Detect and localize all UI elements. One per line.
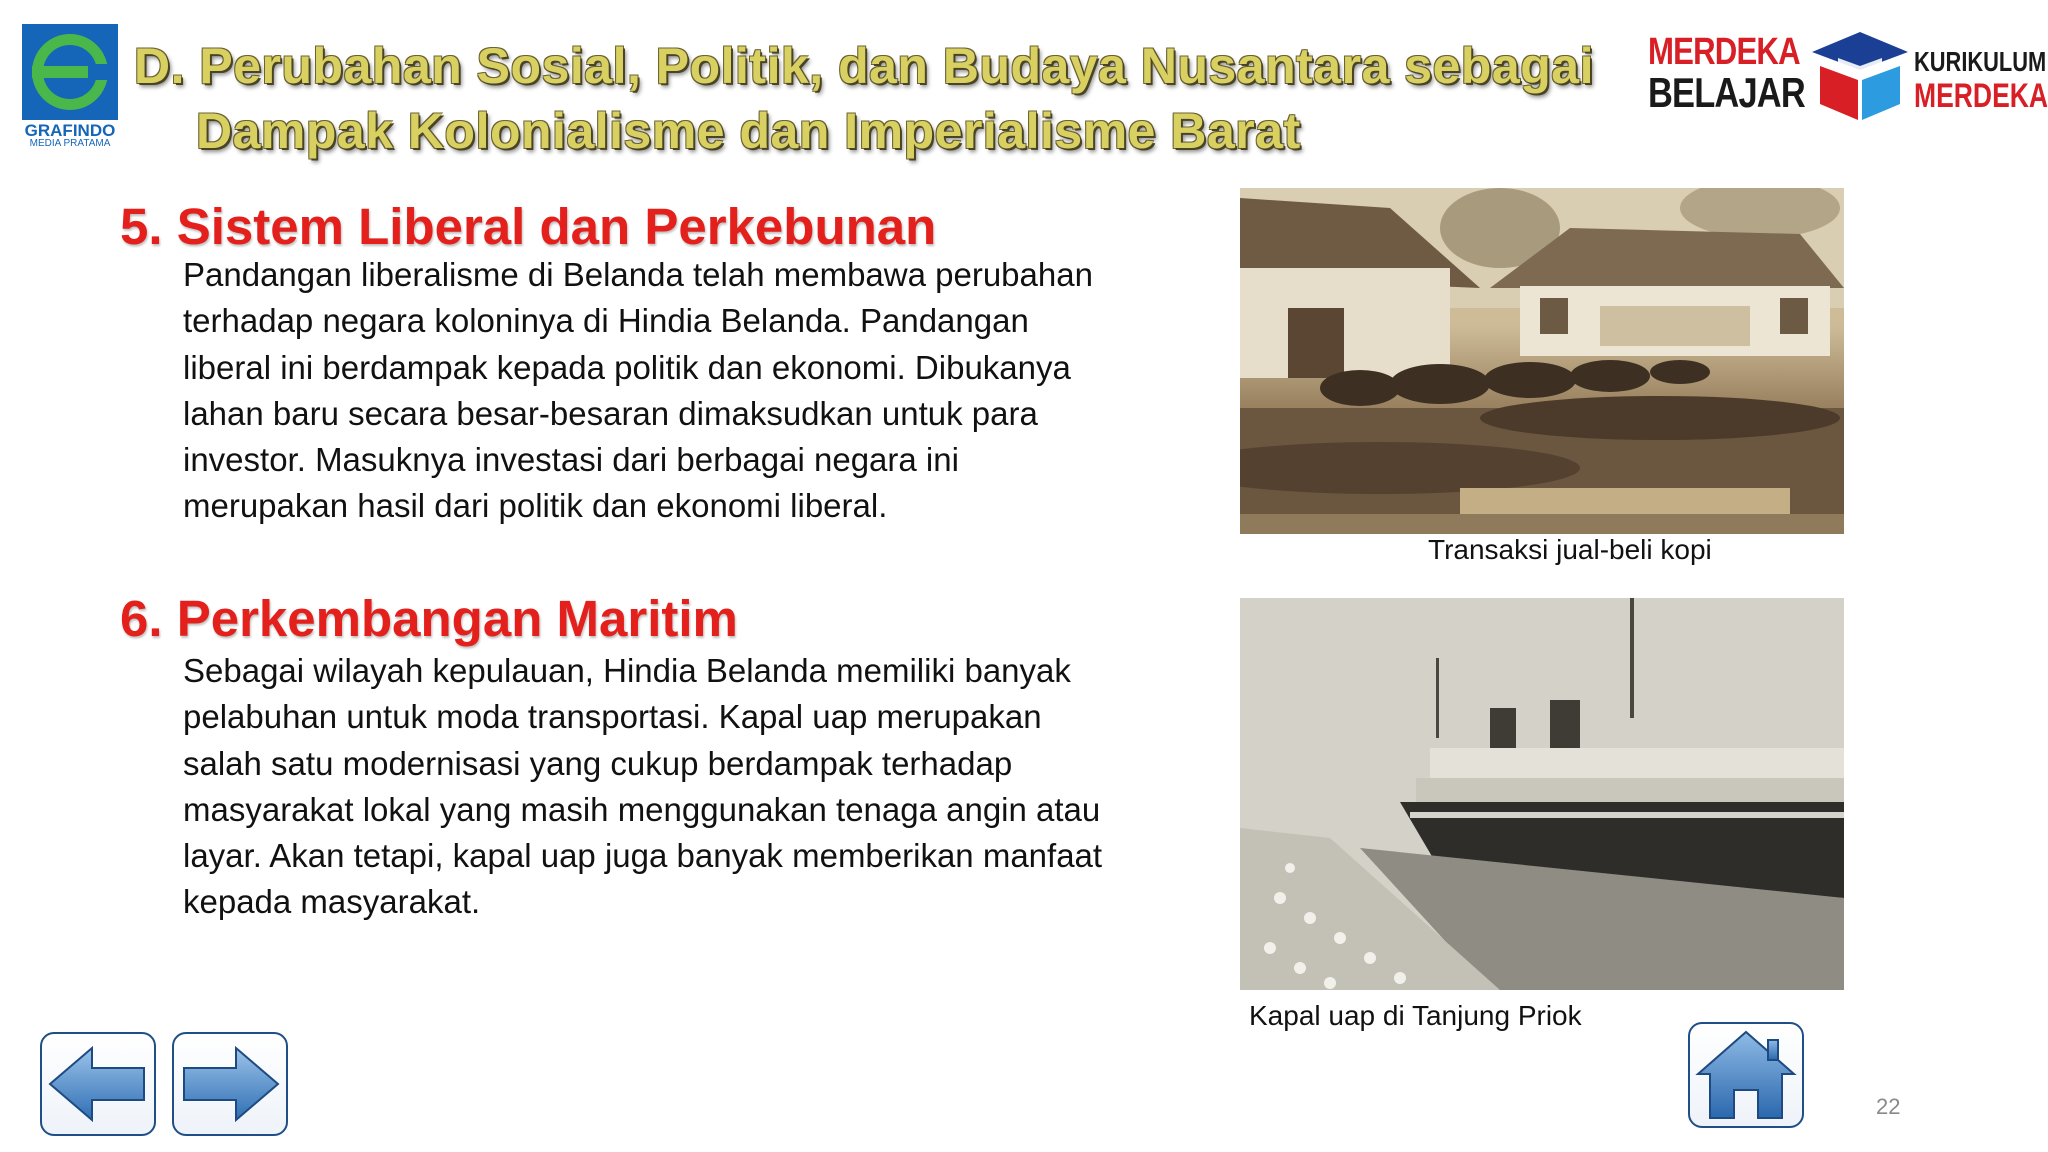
merdeka-belajar-line-2: BELAJAR xyxy=(1648,69,1805,116)
section-6-body xyxy=(183,648,1193,926)
merdeka-belajar-line-1: MERDEKA xyxy=(1648,31,1800,73)
section-6-line: Sebagai wilayah kepulauan, Hindia Belanda memiliki banyak xyxy=(183,652,1071,689)
home-icon xyxy=(1690,1024,1802,1126)
section-5-line: Pandangan liberalisme di Belanda telah membawa perubahan xyxy=(183,256,1093,293)
section-6-line: masyarakat lokal yang masih menggunakan tenaga angin atau xyxy=(183,790,1101,828)
home-button[interactable] xyxy=(1688,1022,1804,1128)
page-title-line-2: Dampak Kolonialisme dan Imperialisme Barat xyxy=(196,103,1301,159)
section-5-line: lahan baru secara besar-besaran dimaksudkan untuk para xyxy=(183,394,1038,432)
section-5-body xyxy=(183,252,1193,530)
section-5-line: liberal ini berdampak kepada politik dan ekonomi. Dibukanya xyxy=(183,348,1071,386)
steamship-photo-caption: Kapal uap di Tanjung Priok xyxy=(1249,1000,1582,1031)
previous-slide-button[interactable] xyxy=(40,1032,156,1136)
arrow-left-icon xyxy=(42,1034,154,1134)
page-number: 22 xyxy=(1876,1094,1901,1119)
grafindo-brand: GRAFINDO xyxy=(24,121,116,140)
kurikulum-line-2: MERDEKA xyxy=(1914,77,2048,115)
section-5-line: terhadap negara koloninya di Hindia Belanda. Pandangan xyxy=(183,302,1029,340)
merdeka-belajar-logo xyxy=(1648,31,1805,116)
section-6-line: salah satu modernisasi yang cukup berdampak terhadap xyxy=(183,744,1013,782)
coffee-photo-caption: Transaksi jual-beli kopi xyxy=(1428,534,1712,565)
coffee-market-photo-illustration xyxy=(1240,188,1844,534)
grafindo-logo-mark-icon xyxy=(18,24,122,122)
section-5-heading: 5. Sistem Liberal dan Perkebunan xyxy=(120,198,937,255)
section-6-line: layar. Akan tetapi, kapal uap juga banyak memberikan manfaat xyxy=(183,837,1103,875)
section-6-line: kepada masyarakat. xyxy=(183,883,481,921)
kurikulum-merdeka-logo xyxy=(1914,46,2048,114)
section-6-heading: 6. Perkembangan Maritim xyxy=(120,590,738,647)
grafindo-logo xyxy=(18,24,122,154)
section-6-line: pelabuhan untuk moda transportasi. Kapal uap merupakan xyxy=(183,698,1042,736)
coffee-market-photo xyxy=(1240,188,1844,534)
steamship-photo xyxy=(1240,598,1844,990)
section-5-line: merupakan hasil dari politik dan ekonomi liberal. xyxy=(183,487,888,525)
grafindo-brand-sub: MEDIA PRATAMA xyxy=(29,138,111,149)
section-5-line: investor. Masuknya investasi dari berbagai negara ini xyxy=(183,441,959,479)
next-slide-button[interactable] xyxy=(172,1032,288,1136)
kurikulum-merdeka-cube-icon xyxy=(1808,30,1912,122)
kurikulum-line-1: KURIKULUM xyxy=(1914,46,2047,77)
arrow-right-icon xyxy=(174,1034,286,1134)
steamship-photo-illustration xyxy=(1240,598,1844,990)
page-title-line-1: D. Perubahan Sosial, Politik, dan Budaya Nusantara sebagai xyxy=(134,38,1594,94)
